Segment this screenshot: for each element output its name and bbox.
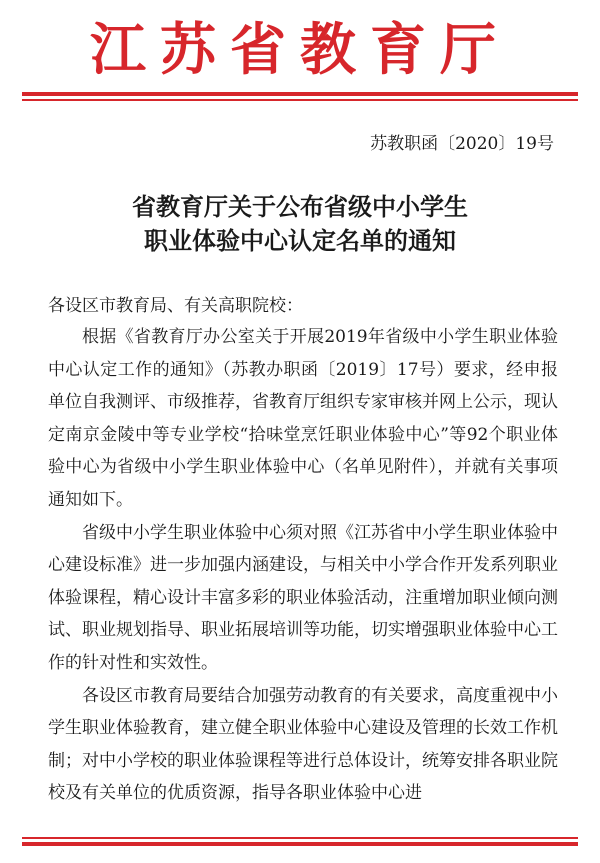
document-body [48, 321, 558, 810]
body-paragraph-2: 省级中小学生职业体验中心须对照《江苏省中小学生职业体验中心建设标准》进一步加强内涵建设，与相关中小学合作开发系列职业体验课程，精心设计丰富多彩的职业体验活动，注重增加职业倾向测试、职业规划指导、职业拓展培训等功能，切实增强职业体验中心工作的针对性和实效性。 [48, 522, 558, 673]
document-number: 苏教职函〔2020〕19号 [370, 134, 554, 154]
header-rule-thin [22, 99, 578, 101]
footer-rule-thin [22, 837, 578, 839]
salutation: 各设区市教育局、有关高职院校： [48, 296, 303, 316]
body-paragraph-1: 根据《省教育厅办公室关于开展2019年省级中小学生职业体验中心认定工作的通知》（苏教办职函〔2019〕17号）要求，经申报单位自我测评、市级推荐，省教育厅组织专家审核并网上公示，现认定南京金陵中等专业学校“拾味堂烹饪职业体验中心”等92个职业体验中心为省级中小学生职业体验中心（名单见附件），并就有关事项通知如下。 [48, 327, 558, 510]
issuer-masthead: 江苏省教育厅 [90, 17, 510, 83]
title-line-2: 职业体验中心认定名单的通知 [144, 226, 456, 255]
title-line-1: 省教育厅关于公布省级中小学生 [132, 192, 468, 221]
header-rule-thick [22, 92, 578, 96]
footer-rule-thick [22, 842, 578, 846]
body-paragraph-3: 各设区市教育局要结合加强劳动教育的有关要求，高度重视中小学生职业体验教育，建立健全职业体验中心建设及管理的长效工作机制；对中小学校的职业体验课程等进行总体设计，统筹安排各职业院校及有关单位的优质资源，指导各职业体验中心进 [48, 685, 558, 804]
